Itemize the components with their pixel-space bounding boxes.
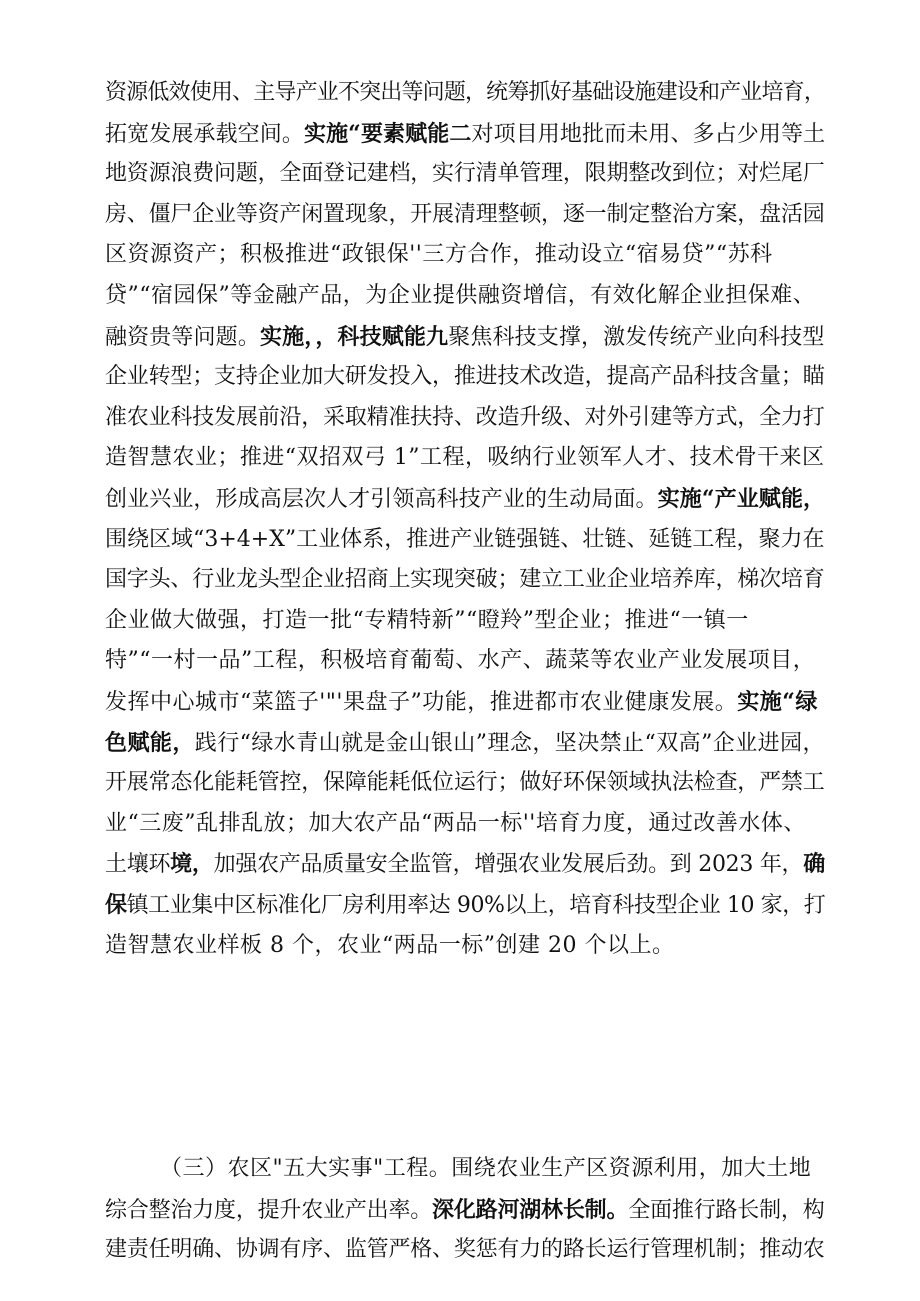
body-text: 特”“一村一品”工程，积极培育葡萄、水产、蔬菜等农业产业发展项目，: [105, 648, 816, 674]
bold-heading-text: 确: [803, 851, 826, 878]
body-text: 资源低效使用、主导产业不突出等问题，统筹抓好基础设施建设和产业培育，: [105, 80, 826, 105]
text-line: [105, 154, 825, 194]
text-line: [105, 73, 825, 113]
body-text: 房、僵尸企业等资产闲置现象，开展清理整顿，逐一制定整治方案，盘活园: [105, 201, 825, 227]
bold-heading-text: 实施，，科技赋能九: [259, 323, 449, 350]
body-text: 综合整治力度，提升农业产出率。: [105, 1197, 433, 1223]
text-line: [105, 195, 825, 235]
body-text: 创业兴业，形成高层次人才引领高科技产业的生动局面。: [105, 487, 658, 512]
body-text: （三）农区"五大实事"工程。围绕农业生产区资源利用，加大土地: [160, 1156, 812, 1181]
body-text: 建责任明确、协调有序、监管严格、奖惩有力的路长运行管理机制；推动农: [105, 1237, 825, 1263]
body-text: 地资源浪费问题，全面登记建档，实行清单管理，限期整改到位；对烂尾厂: [105, 161, 825, 187]
body-text: 对项目用地批而未用、多占少用等土: [471, 121, 826, 147]
body-text: 造智慧农业样板 8 个，农业“两品一标”创建 20 个以上。: [105, 932, 675, 958]
bold-heading-text: 色赋能，: [105, 729, 195, 756]
body-text: 围绕区域“3+4+X”工业体系，推进产业链强链、壮链、延链工程，聚力在: [105, 526, 825, 552]
body-text: 土壤环: [105, 852, 171, 878]
body-text: 加强农产品质量安全监管，增强农业发展后劲。到 2023 年，: [213, 852, 804, 878]
body-text: 国字头、行业龙头型企业招商上实现突破；建立工业企业培养库，梯次培育: [105, 567, 825, 593]
text-line: [105, 1190, 825, 1230]
body-text: 企业转型；支持企业加大研发投入，推进技术改造，提高产品科技含量；瞄: [105, 364, 825, 390]
text-line: [160, 1149, 825, 1189]
text-line: [105, 114, 825, 154]
body-text: 区资源资产；积极推进“政银保''三方合作，推动设立“宿易贷”“苏科: [105, 242, 773, 268]
text-line: [105, 438, 825, 478]
text-line: [105, 398, 825, 438]
text-line: [105, 601, 825, 641]
body-text: 发挥中心城市“菜篮子'"'果盘子”功能，推进都市农业健康发展。: [105, 690, 738, 715]
text-line: [105, 479, 825, 519]
body-text: 践行“绿水青山就是金山银山”理念，坚决禁止“双高”企业进园，: [194, 730, 825, 756]
bold-heading-text: 实施“绿: [737, 689, 818, 715]
body-text: 全面推行路长制，构: [628, 1197, 825, 1223]
text-line: [105, 641, 825, 681]
text-line: [105, 804, 825, 844]
body-text: 开展常态化能耗管控，保障能耗低位运行；做好环保领域执法检查，严禁工: [105, 770, 825, 796]
bold-heading-text: 保: [105, 892, 127, 918]
text-line: [105, 763, 825, 803]
body-text: 企业做大做强，打造一批“专精特新”“瞪羚”型企业；推进“一镇一: [105, 607, 749, 633]
text-line: [105, 317, 825, 357]
text-line: [105, 723, 825, 763]
text-line: [105, 682, 825, 722]
body-text: 业“三废”乱排乱放；加大农产品“两品一标''培育力度，通过改善水体、: [105, 810, 806, 836]
body-text: 镇工业集中区标准化厂房利用率达 90%以上，培育科技型企业 10 家，打: [126, 893, 826, 918]
body-text: 贷”“宿园保”等金融产品，为企业提供融资增信，有效化解企业担保难、: [105, 283, 816, 308]
body-text: 融资贵等问题。: [105, 324, 260, 350]
bold-heading-text: 实施“要素赋能二: [303, 120, 472, 147]
text-line: [105, 235, 825, 275]
bold-heading-text: 实施“产业赋能，: [657, 486, 826, 512]
body-text: 造智慧农业；推进“双招双弓 1”工程，吸纳行业领军人才、技术骨干来区: [105, 445, 825, 471]
text-line: [105, 1230, 825, 1270]
text-line: [105, 520, 825, 560]
text-line: [105, 885, 825, 925]
text-line: [105, 926, 825, 966]
text-line: [105, 560, 825, 600]
body-text: 准农业科技发展前沿，采取精准扶持、改造升级、对外引建等方式，全力打: [105, 404, 825, 430]
bold-heading-text: 境，: [170, 851, 214, 878]
bold-heading-text: 深化路河湖林长制。: [432, 1196, 629, 1223]
body-text: 拓宽发展承载空间。: [105, 121, 304, 147]
body-text: 聚焦科技支撑，激发传统产业向科技型: [448, 324, 825, 350]
text-line: [105, 276, 825, 316]
text-line: [105, 357, 825, 397]
text-line: [105, 844, 825, 884]
